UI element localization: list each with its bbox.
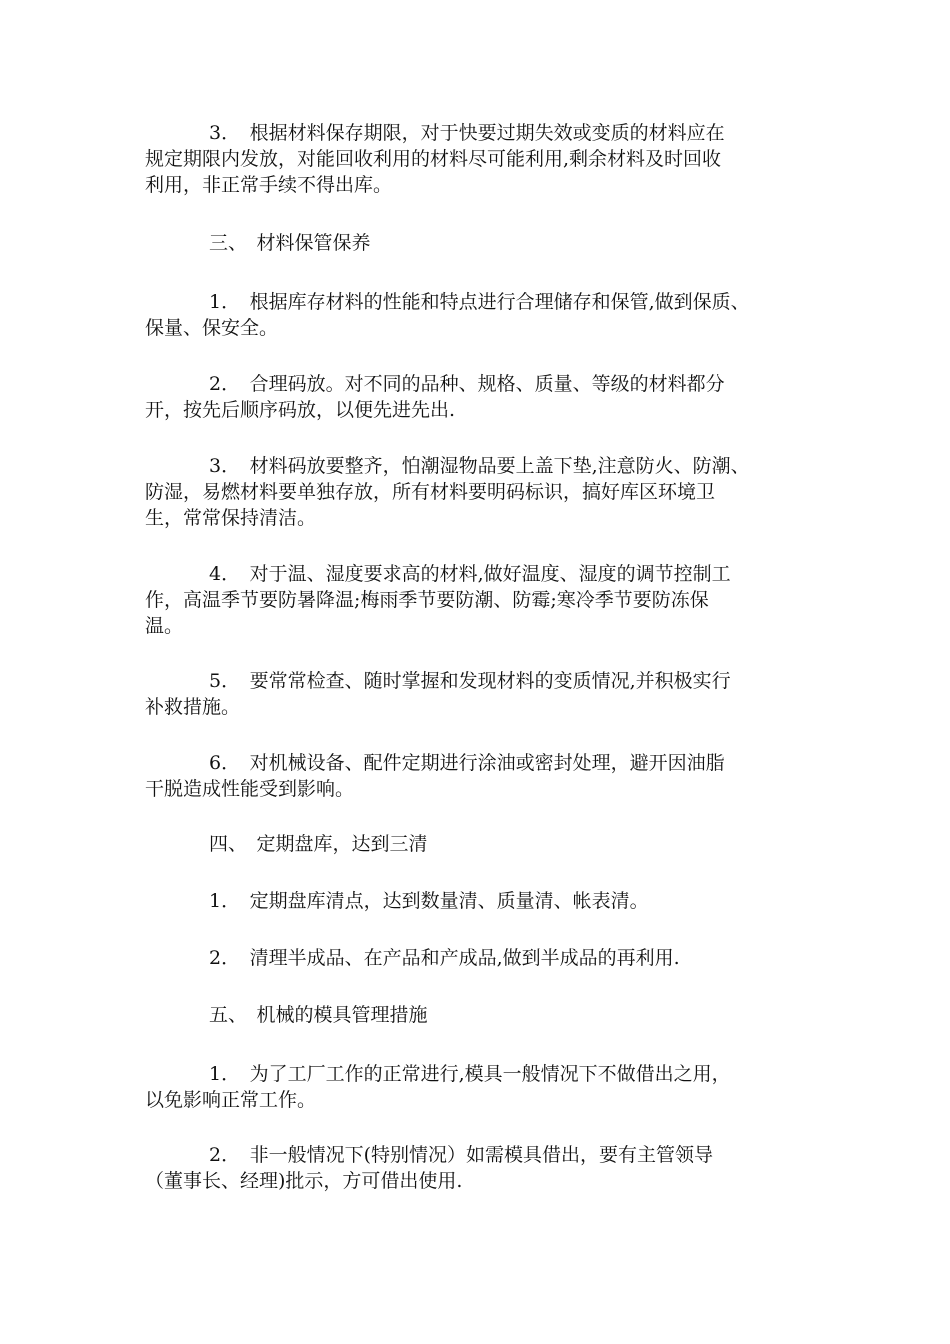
section3-item-1 bbox=[145, 289, 817, 341]
section3-item-4 bbox=[145, 561, 817, 639]
section4-item-2 bbox=[145, 945, 817, 971]
paragraph-line: 5． 要常常检查、随时掌握和发现材料的变质情况,并积极实行 bbox=[209, 670, 731, 692]
heading-text: 三、 材料保管保养 bbox=[209, 232, 371, 254]
paragraph-line: 干脱造成性能受到影响。 bbox=[145, 778, 355, 800]
paragraph-line: 以免影响正常工作。 bbox=[145, 1089, 317, 1111]
section3-item-5 bbox=[145, 668, 817, 720]
section-heading-4 bbox=[145, 831, 817, 857]
paragraph-line: 生，常常保持清洁。 bbox=[145, 507, 317, 529]
section3-item-2 bbox=[145, 371, 817, 423]
paragraph-line: 2． 清理半成品、在产品和产成品,做到半成品的再利用. bbox=[209, 947, 680, 969]
paragraph-line: （董事长、经理)批示，方可借出使用. bbox=[145, 1170, 463, 1192]
paragraph-line: 规定期限内发放，对能回收利用的材料尽可能利用,剩余材料及时回收 bbox=[145, 148, 722, 170]
section3-item-3 bbox=[145, 453, 817, 531]
section3-item-6 bbox=[145, 750, 817, 802]
paragraph-line: 作，高温季节要防暑降温;梅雨季节要防潮、防霉;寒冷季节要防冻保 bbox=[145, 589, 709, 611]
section-heading-3 bbox=[145, 230, 817, 256]
section4-item-1 bbox=[145, 888, 817, 914]
heading-text: 五、 机械的模具管理措施 bbox=[209, 1004, 428, 1026]
paragraph-line: 补救措施。 bbox=[145, 696, 241, 718]
paragraph-line: 保量、保安全。 bbox=[145, 317, 279, 339]
paragraph-line: 2． 合理码放。对不同的品种、规格、质量、等级的材料都分 bbox=[209, 373, 725, 395]
section-heading-5 bbox=[145, 1002, 817, 1028]
paragraph-line: 3． 材料码放要整齐，怕潮湿物品要上盖下垫,注意防火、防潮、 bbox=[209, 455, 750, 477]
paragraph-line: 1． 为了工厂工作的正常进行,模具一般情况下不做借出之用， bbox=[209, 1063, 731, 1085]
paragraph-line: 1． 根据库存材料的性能和特点进行合理储存和保管,做到保质、 bbox=[209, 291, 750, 313]
paragraph-line: 利用，非正常手续不得出库。 bbox=[145, 174, 393, 196]
paragraph-line: 开，按先后顺序码放，以便先进先出. bbox=[145, 399, 456, 421]
section5-item-1 bbox=[145, 1061, 817, 1113]
paragraph-line: 3． 根据材料保存期限，对于快要过期失效或变质的材料应在 bbox=[209, 122, 725, 144]
paragraph-line: 2． 非一般情况下(特别情况）如需模具借出，要有主管领导 bbox=[209, 1144, 714, 1166]
heading-text: 四、 定期盘库，达到三清 bbox=[209, 833, 428, 855]
paragraph-expiry bbox=[145, 120, 817, 198]
paragraph-line: 4． 对于温、湿度要求高的材料,做好温度、湿度的调节控制工 bbox=[209, 563, 731, 585]
paragraph-line: 1． 定期盘库清点，达到数量清、质量清、帐表清。 bbox=[209, 890, 649, 912]
paragraph-line: 温。 bbox=[145, 615, 184, 637]
paragraph-line: 防湿，易燃材料要单独存放，所有材料要明码标识，搞好库区环境卫 bbox=[145, 481, 716, 503]
section5-item-2 bbox=[145, 1142, 817, 1194]
paragraph-line: 6． 对机械设备、配件定期进行涂油或密封处理，避开因油脂 bbox=[209, 752, 725, 774]
